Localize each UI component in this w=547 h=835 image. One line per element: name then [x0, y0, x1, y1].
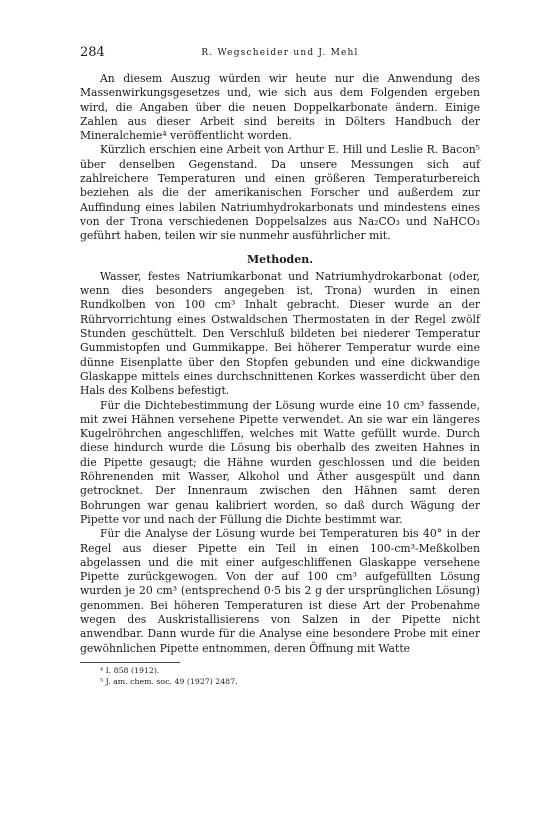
footnote-divider: [80, 662, 180, 663]
paragraph-methods-1: Wasser, festes Natriumkarbonat und Natriumhydrokarbonat (oder, wenn dies besonders angegeben ist, Trona) wurden in einen Rundkolben von 100 cm³ Inhalt gebracht. Dieser wurde an der Rührvorrichtung eines Ostwaldschen Thermostaten in der Regel zwölf Stunden geschüttelt. Den Verschluß bildeten bei niederer Temperatur Gummistopfen und Gummikappe. Bei höherer Temperatur wurde eine dünne Eisenplatte über den Stopfen gebunden und eine dickwandige Glaskappe mittels eines durchschnittenen Korkes wasserdicht über den Hals des Kolbens befestigt.: [80, 269, 480, 398]
body-text: [80, 72, 480, 656]
paragraph-methods-2: Für die Dichtebestimmung der Lösung wurde eine 10 cm³ fassende, mit zwei Hähnen versehene Pipette verwendet. An sie war ein längeres Kugelröhrchen angeschliffen, welches mit Watte gefüllt wurde. Durch diese hindurch wurde die Lösung bis oberhalb des zweiten Hahnes in die Pipette gesaugt; die Hähne wurden geschlossen und die beiden Röhrenenden mit Wasser, Alkohol und Äther ausgespült und dann getrocknet. Der Innenraum zwischen den Hähnen samt deren Bohrungen war genau kalibriert worden, so daß durch Wägung der Pipette vor und nach der Füllung die Dichte bestimmt war.: [80, 398, 480, 526]
footnotes: [80, 665, 480, 687]
page-number: 284: [80, 45, 105, 60]
paragraph-methods-3: Für die Analyse der Lösung wurde bei Temperaturen bis 40° in der Regel aus dieser Pipette ein Teil in einen 100-cm³-Meßkolben abgelassen und die mit einer aufgeschliffenen Glaskappe versehene Pipette zurückgewogen. Von der auf 100 cm³ aufgefüllten Lösung wurden je 20 cm³ (entsprechend 0·5 bis 2 g der ursprünglichen Lösung) genommen. Bei höheren Temperaturen ist diese Art der Probenahme wegen des Auskristallisierens von Salzen in der Pipette nicht anwendbar. Dann wurde für die Analyse eine besondere Probe mit einer gewöhnlichen Pipette entnommen, deren Öffnung mit Watte: [80, 527, 480, 655]
paragraph-intro-2: Kürzlich erschien eine Arbeit von Arthur E. Hill und Leslie R. Bacon⁵ über denselben Gegenstand. Da unsere Messungen sich auf zahlreichere Temperaturen und einen größeren Temperaturbereich beziehen als die der amerikanischen Forscher und außerdem zur Auffindung eines labilen Natriumhydrokarbonats und mindestens eines von der Trona verschiedenen Doppelsalzes aus Na₂CO₃ und NaHCO₃ geführt haben, teilen wir sie nunmehr ausführlicher mit.: [80, 143, 480, 243]
section-heading: Methoden.: [246, 252, 314, 266]
footnote-4: ⁴ I. 858 (1912).: [100, 665, 160, 675]
page-header: [80, 44, 480, 62]
paragraph-intro-1: An diesem Auszug würden wir heute nur die Anwendung des Massenwirkungsgesetzes und, wie sich aus dem Folgenden ergeben wird, die Angaben über die neuen Doppelkarbonate ändern. Einige Zahlen aus dieser Arbeit sind bereits in Dölters Handbuch der Mineralchemie⁴ veröffentlicht worden.: [80, 72, 480, 143]
footnote-5: ⁵ J. am. chem. soc. 49 (1927) 2487.: [100, 676, 238, 686]
running-head: R. Wegscheider und J. Mehl: [201, 48, 359, 58]
page: [80, 44, 480, 687]
